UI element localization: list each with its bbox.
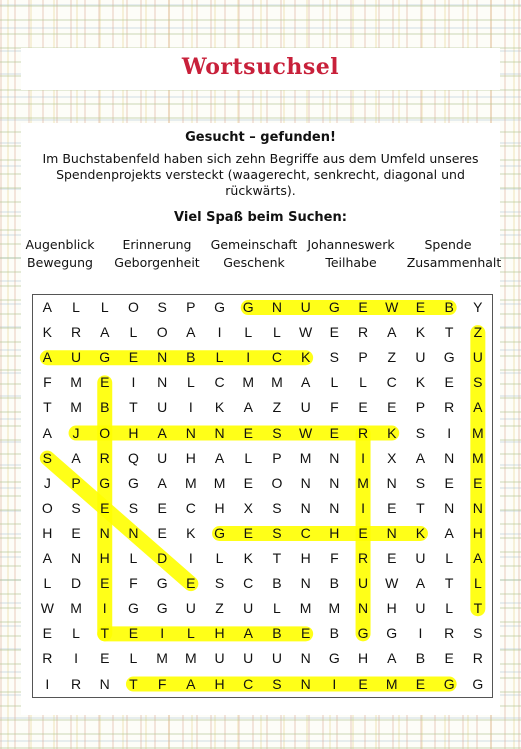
grid-cell[interactable]: N <box>70 550 82 566</box>
grid-cell[interactable]: B <box>329 575 340 592</box>
grid-cell[interactable]: S <box>415 474 426 491</box>
grid-cell[interactable]: L <box>244 449 253 466</box>
grid-cell[interactable]: R <box>357 424 369 441</box>
grid-cell[interactable]: I <box>217 324 222 341</box>
grid-cell[interactable]: E <box>157 499 167 516</box>
grid-cell[interactable]: G <box>156 600 168 617</box>
grid-cell[interactable]: S <box>214 575 225 592</box>
grid-cell[interactable]: L <box>445 600 454 617</box>
grid-cell[interactable]: E <box>100 650 110 667</box>
grid-cell[interactable]: H <box>472 524 483 541</box>
grid-cell[interactable]: H <box>99 550 110 566</box>
grid-cell[interactable]: G <box>357 625 369 642</box>
grid-cell[interactable]: E <box>473 474 483 491</box>
grid-cell[interactable]: F <box>330 550 339 566</box>
grid-cell[interactable]: S <box>272 524 282 541</box>
grid-cell[interactable]: P <box>272 449 282 466</box>
grid-cell[interactable]: L <box>273 324 281 341</box>
grid-cell[interactable]: T <box>100 625 110 642</box>
word-gemeinschaft: Gemeinschaft <box>210 237 298 252</box>
word-geborgenheit: Geborgenheit <box>114 255 200 270</box>
grid-cell[interactable]: A <box>243 625 253 642</box>
grid-cell[interactable]: N <box>214 424 225 441</box>
grid-cell[interactable]: L <box>129 324 138 341</box>
grid-cell[interactable]: X <box>387 449 397 466</box>
grid-cell[interactable]: T <box>416 499 425 516</box>
grid-cell[interactable]: R <box>357 324 369 341</box>
grid-cell[interactable]: E <box>71 524 81 541</box>
grid-cell[interactable]: K <box>42 324 53 341</box>
grid-cell[interactable]: S <box>473 625 483 642</box>
grid-cell[interactable]: E <box>415 299 426 315</box>
grid-cell[interactable]: B <box>272 625 282 642</box>
grid-cell[interactable]: L <box>72 625 80 642</box>
grid-cell[interactable]: B <box>100 399 110 416</box>
grid-cell[interactable]: W <box>385 575 399 592</box>
instructions-panel <box>21 123 500 287</box>
grid-cell[interactable]: S <box>272 424 282 441</box>
grid-cell[interactable]: N <box>99 524 110 541</box>
grid-cell[interactable]: U <box>300 299 311 315</box>
grid-cell[interactable]: U <box>157 399 168 416</box>
grid-cell[interactable]: K <box>415 524 426 541</box>
grid-cell[interactable]: A <box>300 374 311 391</box>
grid-cell[interactable]: A <box>387 650 397 667</box>
grid-cell[interactable]: S <box>329 349 340 366</box>
grid-cell[interactable]: G <box>99 349 111 366</box>
grid-cell[interactable]: E <box>329 324 340 341</box>
grid-cell[interactable]: N <box>444 499 455 516</box>
grid-cell[interactable]: E <box>415 675 426 692</box>
grid-cell[interactable]: R <box>357 550 369 566</box>
grid-cell[interactable]: M <box>70 374 82 391</box>
grid-cell[interactable]: E <box>243 474 253 491</box>
grid-cell[interactable]: O <box>127 299 139 315</box>
grid-cell[interactable]: G <box>242 299 254 315</box>
grid-cell[interactable]: I <box>188 550 193 566</box>
grid-cell[interactable]: N <box>300 575 311 592</box>
grid-cell[interactable]: U <box>214 650 225 667</box>
grid-cell[interactable]: N <box>157 374 168 391</box>
grid-cell[interactable]: K <box>243 550 253 566</box>
grid-cell[interactable]: R <box>444 399 455 416</box>
grid-cell[interactable]: F <box>43 374 52 391</box>
grid-cell[interactable]: C <box>271 349 282 366</box>
grid-cell[interactable]: U <box>185 600 196 617</box>
grid-cell[interactable]: M <box>472 424 484 441</box>
grid-cell[interactable]: L <box>273 600 281 617</box>
grid-cell[interactable]: E <box>358 675 368 692</box>
grid-cell[interactable]: G <box>443 675 455 692</box>
grid-cell[interactable]: I <box>246 349 251 366</box>
grid-cell[interactable]: F <box>157 675 167 692</box>
grid-cell[interactable]: S <box>272 675 282 692</box>
grid-cell[interactable]: M <box>472 449 484 466</box>
grid-cell[interactable]: E <box>128 349 139 366</box>
grid-cell[interactable]: B <box>415 650 426 667</box>
grid-cell[interactable]: A <box>42 349 53 366</box>
grid-cell[interactable]: A <box>71 449 81 466</box>
grid-cell[interactable]: S <box>415 424 426 441</box>
grid-cell[interactable]: Z <box>272 399 282 416</box>
grid-cell[interactable]: G <box>386 625 398 642</box>
grid-cell[interactable]: A <box>186 324 196 341</box>
grid-cell[interactable]: M <box>299 600 312 617</box>
grid-cell[interactable]: R <box>99 449 110 466</box>
letter-grid[interactable] <box>32 294 493 698</box>
sub-heading: Viel Spaß beim Suchen: <box>174 210 347 225</box>
grid-cell[interactable]: I <box>188 399 193 416</box>
grid-cell[interactable]: I <box>102 600 107 617</box>
grid-cell[interactable]: H <box>214 675 225 692</box>
grid-cell[interactable]: L <box>359 374 367 391</box>
word-geschenk: Geschenk <box>223 255 285 270</box>
grid-cell[interactable]: N <box>271 299 282 315</box>
grid-cell[interactable]: B <box>444 299 454 315</box>
grid-cell[interactable]: N <box>99 675 110 692</box>
grid-cell[interactable]: N <box>157 349 168 366</box>
grid-cell[interactable]: L <box>100 299 109 315</box>
grid-cell[interactable]: T <box>129 399 138 416</box>
grid-cell[interactable]: M <box>357 474 369 491</box>
grid-cell[interactable]: I <box>332 675 337 692</box>
grid-cell[interactable]: N <box>329 499 340 516</box>
grid-cell[interactable]: A <box>42 299 53 315</box>
grid-cell[interactable]: U <box>157 449 168 466</box>
grid-cell[interactable]: L <box>244 324 253 341</box>
grid-cell[interactable]: N <box>300 675 311 692</box>
grid-cell[interactable]: N <box>128 524 139 541</box>
grid-cell[interactable]: S <box>157 299 167 315</box>
grid-cell[interactable]: I <box>74 650 78 667</box>
grid-cell[interactable]: B <box>329 625 340 642</box>
grid-cell[interactable]: R <box>42 650 53 667</box>
grid-cell[interactable]: A <box>243 399 253 416</box>
grid-cell[interactable]: O <box>99 424 111 441</box>
grid-cell[interactable]: A <box>444 524 454 541</box>
grid-cell[interactable]: L <box>72 299 80 315</box>
grid-cell[interactable]: M <box>185 474 197 491</box>
grid-cell[interactable]: M <box>328 600 341 617</box>
grid-cell[interactable]: D <box>70 575 82 592</box>
grid-cell[interactable]: N <box>329 449 340 466</box>
grid-cell[interactable]: L <box>129 650 138 667</box>
grid-cell[interactable]: R <box>472 650 483 667</box>
grid-cell[interactable]: E <box>387 550 397 566</box>
instructions-line-1: Im Buchstabenfeld haben sich zehn Begriffe aus dem Umfeld unseres <box>42 151 479 166</box>
grid-cell[interactable]: L <box>43 575 52 592</box>
instructions-line-2: Spendenprojekts versteckt (waagerecht, senkrecht, diagonal und rückwärts). <box>56 167 465 198</box>
grid-cell[interactable]: Q <box>127 449 139 466</box>
grid-cell[interactable]: S <box>272 499 282 516</box>
page-title: Wortsuchsel <box>181 54 340 80</box>
grid-cell[interactable]: L <box>215 550 224 566</box>
grid-cell[interactable]: T <box>444 575 454 592</box>
grid-cell[interactable]: E <box>243 424 253 441</box>
grid-cell[interactable]: Z <box>387 349 397 366</box>
grid-cell[interactable]: E <box>100 575 110 592</box>
grid-cell[interactable]: L <box>215 349 224 366</box>
grid-cell[interactable]: L <box>186 625 195 642</box>
grid-cell[interactable]: E <box>358 399 368 416</box>
grid-cell[interactable]: E <box>358 524 368 541</box>
grid-cell[interactable]: E <box>157 524 167 541</box>
grid-cell[interactable]: H <box>357 650 369 667</box>
grid-cell[interactable]: K <box>300 349 311 366</box>
grid-cell[interactable]: E <box>100 374 110 391</box>
word-teilhabe: Teilhabe <box>325 255 377 270</box>
grid-cell[interactable]: R <box>444 625 455 642</box>
grid-cell[interactable]: S <box>71 499 81 516</box>
word-erinnerung: Erinnerung <box>122 237 192 252</box>
grid-cell[interactable]: R <box>70 675 82 692</box>
grid-cell[interactable]: J <box>43 474 51 491</box>
word-johanneswerk: Johanneswerk <box>307 237 395 252</box>
grid-cell[interactable]: L <box>129 550 138 566</box>
grid-cell[interactable]: A <box>42 424 53 441</box>
grid-cell[interactable]: G <box>328 299 340 315</box>
grid-cell[interactable]: M <box>213 474 226 491</box>
grid-cell[interactable]: K <box>387 424 397 441</box>
grid-cell[interactable]: A <box>214 449 225 466</box>
grid-cell[interactable]: H <box>329 524 340 541</box>
grid-cell[interactable]: F <box>330 399 339 416</box>
grid-cell[interactable]: H <box>128 424 139 441</box>
word-bewegung: Bewegung <box>27 255 93 270</box>
grid-cell[interactable]: U <box>70 349 82 366</box>
grid-cell[interactable]: A <box>186 675 196 692</box>
grid-cell[interactable]: M <box>385 675 398 692</box>
grid-cell[interactable]: N <box>386 474 397 491</box>
grid-cell[interactable]: T <box>129 675 138 692</box>
grid-cell[interactable]: M <box>299 449 312 466</box>
grid-cell[interactable]: S <box>473 374 483 391</box>
grid-cell[interactable]: W <box>299 324 313 341</box>
grid-cell[interactable]: U <box>415 550 426 566</box>
grid-cell[interactable]: A <box>157 474 167 491</box>
grid-cell[interactable]: L <box>473 575 482 592</box>
word-spende: Spende <box>424 237 472 252</box>
grid-cell[interactable]: E <box>444 650 454 667</box>
grid-cell[interactable]: U <box>357 575 369 592</box>
grid-cell[interactable]: G <box>214 524 225 541</box>
grid-cell[interactable]: G <box>156 575 168 592</box>
grid-cell[interactable]: H <box>42 524 53 541</box>
grid-cell[interactable]: S <box>128 499 139 516</box>
grid-cell[interactable]: E <box>100 499 110 516</box>
grid-cell[interactable]: X <box>243 499 253 516</box>
word-zusammenhalt: Zusammenhalt <box>406 255 502 270</box>
grid-cell[interactable]: E <box>42 625 53 642</box>
grid-cell[interactable]: U <box>271 650 282 667</box>
grid-cell[interactable]: I <box>418 625 423 642</box>
grid-cell[interactable]: I <box>160 625 165 642</box>
grid-cell[interactable]: P <box>186 299 196 315</box>
grid-cell[interactable]: E <box>358 299 368 315</box>
grid-cell[interactable]: O <box>41 499 53 516</box>
grid-cell[interactable]: K <box>214 399 225 416</box>
grid-cell[interactable]: M <box>242 374 255 391</box>
grid-cell[interactable]: P <box>71 474 81 491</box>
grid-cell[interactable]: H <box>185 449 196 466</box>
grid-cell[interactable]: A <box>473 399 483 416</box>
grid-cell[interactable]: T <box>272 550 282 566</box>
grid-cell[interactable]: E <box>387 399 397 416</box>
grid-cell[interactable]: B <box>186 349 196 366</box>
grid-cell[interactable]: G <box>472 675 484 692</box>
grid-cell[interactable]: O <box>271 474 283 491</box>
grid-cell[interactable]: O <box>156 324 168 341</box>
grid-cell[interactable]: U <box>472 349 483 366</box>
grid-cell[interactable]: E <box>329 424 340 441</box>
instructions-text <box>31 151 490 199</box>
grid-cell[interactable]: Z <box>473 324 483 341</box>
grid-cell[interactable]: E <box>444 474 454 491</box>
grid-cell[interactable]: N <box>300 474 311 491</box>
grid-cell[interactable]: I <box>447 424 452 441</box>
word-augenblick: Augenblick <box>25 237 95 252</box>
grid-cell[interactable]: K <box>415 324 426 341</box>
grid-cell[interactable]: W <box>385 299 399 315</box>
grid-cell[interactable]: T <box>43 399 52 416</box>
grid-cell[interactable]: A <box>415 575 426 592</box>
grid-cell[interactable]: N <box>185 424 196 441</box>
grid-cell[interactable]: C <box>300 524 311 541</box>
grid-cell[interactable]: N <box>329 474 340 491</box>
grid-cell[interactable]: G <box>214 299 225 315</box>
grid-cell[interactable]: Z <box>215 600 224 617</box>
grid-cell[interactable]: W <box>299 424 313 441</box>
grid-cell[interactable]: M <box>271 374 283 391</box>
grid-cell[interactable]: A <box>473 550 483 566</box>
grid-cell[interactable]: A <box>157 424 167 441</box>
grid-cell[interactable]: L <box>186 374 195 391</box>
grid-cell[interactable]: Y <box>473 299 483 315</box>
grid-cell[interactable]: G <box>443 349 455 366</box>
grid-cell[interactable]: G <box>99 474 111 491</box>
grid-cell[interactable]: D <box>157 550 168 566</box>
grid-cell[interactable]: B <box>272 575 282 592</box>
grid-cell[interactable]: A <box>100 324 110 341</box>
grid-cell[interactable]: M <box>70 600 82 617</box>
grid-cell[interactable]: E <box>186 575 196 592</box>
grid-cell[interactable]: L <box>330 374 339 391</box>
grid-cell[interactable]: P <box>358 349 368 366</box>
grid-cell[interactable]: U <box>415 600 426 617</box>
grid-cell[interactable]: H <box>214 499 225 516</box>
grid-cell[interactable]: C <box>185 499 196 516</box>
grid-cell[interactable]: T <box>473 600 483 617</box>
grid-cell[interactable]: C <box>243 675 254 692</box>
grid-cell[interactable]: I <box>131 374 136 391</box>
grid-cell[interactable]: K <box>415 374 426 391</box>
grid-cell[interactable]: A <box>387 324 397 341</box>
grid-cell[interactable]: E <box>300 625 311 642</box>
grid-cell[interactable]: M <box>156 650 168 667</box>
grid-cell[interactable]: N <box>472 499 483 516</box>
grid-cell[interactable]: N <box>444 449 455 466</box>
grid-cell[interactable]: N <box>357 600 369 617</box>
grid-cell[interactable]: U <box>243 600 254 617</box>
grid-cell[interactable]: M <box>185 650 197 667</box>
grid-cell[interactable]: S <box>42 449 53 466</box>
grid-cell[interactable]: C <box>214 374 225 391</box>
grid-cell[interactable]: U <box>243 650 254 667</box>
grid-cell[interactable]: H <box>386 600 397 617</box>
grid-cell[interactable]: T <box>444 324 454 341</box>
grid-cell[interactable]: N <box>300 499 311 516</box>
grid-cell[interactable]: C <box>386 374 397 391</box>
grid-cell[interactable]: H <box>214 625 225 642</box>
grid-cell[interactable]: U <box>415 349 426 366</box>
grid-cell[interactable]: I <box>361 499 365 516</box>
title-panel <box>21 48 500 90</box>
grid-cell[interactable]: A <box>42 550 53 566</box>
grid-cell[interactable]: M <box>70 399 82 416</box>
grid-cell[interactable]: R <box>70 324 82 341</box>
grid-cell[interactable]: L <box>445 550 454 566</box>
grid-cell[interactable]: P <box>415 399 426 416</box>
instructions-heading: Gesucht – gefunden! <box>185 130 336 145</box>
grid-cell[interactable]: W <box>40 600 54 617</box>
grid-cell[interactable]: H <box>300 550 311 566</box>
grid-cell[interactable]: U <box>300 399 311 416</box>
grid-cell[interactable]: J <box>72 424 80 441</box>
grid-cell[interactable]: G <box>127 474 139 491</box>
grid-cell[interactable]: K <box>186 524 196 541</box>
grid-cell[interactable]: E <box>128 625 139 642</box>
grid-cell[interactable]: I <box>45 675 50 692</box>
grid-cell[interactable]: F <box>129 575 138 592</box>
grid-cell[interactable]: N <box>386 524 397 541</box>
grid-cell[interactable]: G <box>328 650 340 667</box>
grid-cell[interactable]: E <box>444 374 454 391</box>
grid-cell[interactable]: A <box>415 449 426 466</box>
grid-cell[interactable]: I <box>361 449 365 466</box>
grid-cell[interactable]: N <box>300 650 311 667</box>
grid-cell[interactable]: E <box>387 499 397 516</box>
grid-cell[interactable]: E <box>243 524 253 541</box>
grid-cell[interactable]: C <box>243 575 254 592</box>
grid-cell[interactable]: G <box>127 600 139 617</box>
